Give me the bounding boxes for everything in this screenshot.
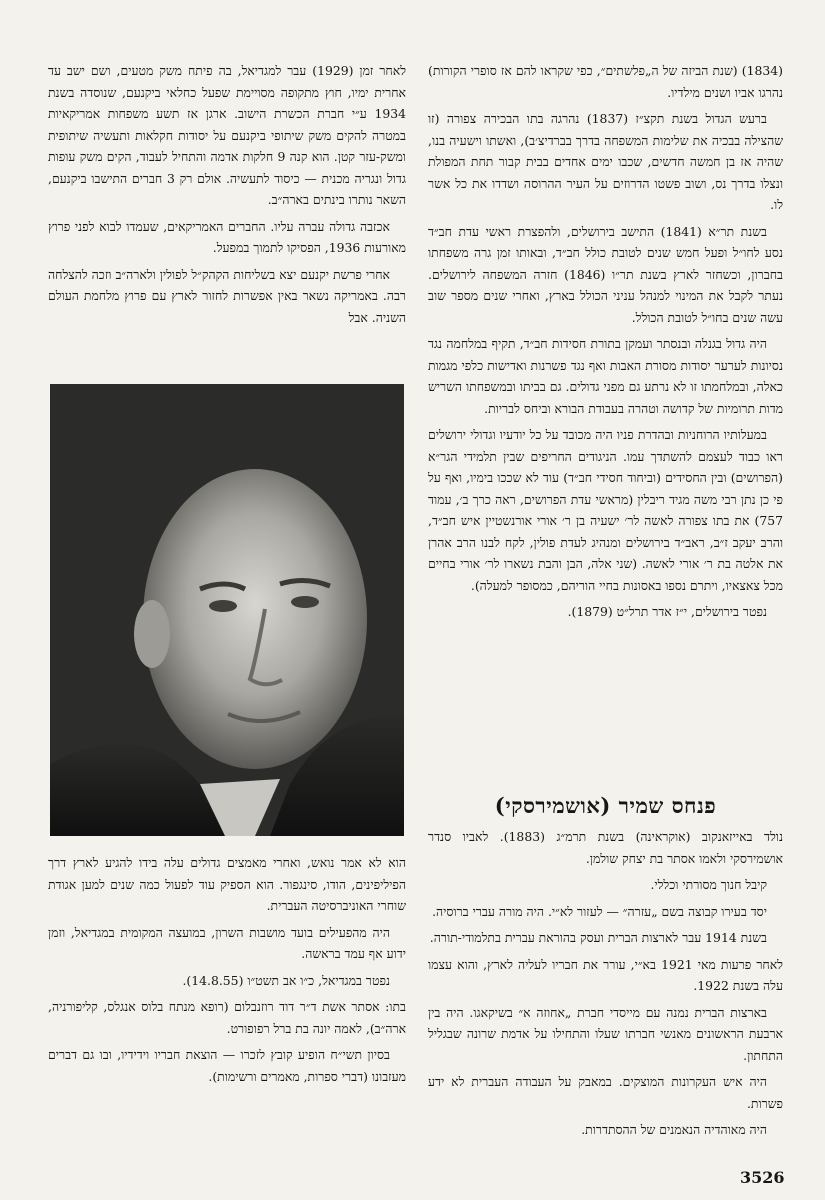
paragraph: היה מאוהדיה הנאמנים של ההסתדרות.: [581, 1122, 767, 1137]
paragraph: נפטר בירושלים, י״ז אדר תרל״ט (1879).: [567, 604, 767, 619]
paragraph: אחרי פרשת יקנעם יצא בשליחות הקהק״ל לפולין ולארה״ב וזכה להצלחה רבה. באמריקה נשאר באין אפשרות לחזור לארץ עם פרוץ מלחמת העולם השניה. אבל: [48, 266, 406, 325]
paragraph: קיבל חנוך מסורתי וכללי.: [650, 877, 767, 892]
portrait-photo: [50, 384, 404, 836]
paragraph: אכזבה גדולה עברה עליו. החברים האמריקאים, שעמדו לבוא לפני פרוץ מאורעות 1936, הפסיקו לתמוך במפעל.: [48, 218, 406, 255]
left-column-top: [48, 60, 406, 333]
paragraph: לאחר פרעות מאי 1921 בא״י, עורר את חבריו לעליה לארץ, והוא עצמו עלה בשנת 1922.: [428, 956, 783, 993]
right-column-top: [428, 60, 783, 628]
paragraph: היה איש העקרונות המוצקים. במאבק על העבודה העברית לא ידע פשרות.: [428, 1074, 783, 1111]
right-column-bottom: [428, 826, 783, 1146]
paragraph: בארצות הברית נמנה עם מייסדי חברת „אחוזה א״ בשיקאגו. היה בין ארבעת הראשונים מאנשי חברתו שעלו והתחילו על אדמת שרונה שבגליל התחתון.: [428, 1004, 783, 1063]
paragraph: הוא לא אמר נואש, ואחרי מאמצים גדולים עלה בידו להגיע לארץ דרך הפיליפינים, הודו, סינגפור. הוא הספיק עוד לפעול כמה שנים למען אגודת שוחרי האוניברסיטה העברית.: [48, 855, 406, 913]
page-number: 3526: [740, 1168, 785, 1187]
paragraph: בסיון תשי״ח הופיע קובץ לזכרו — הוצאת חבריו וידידיו, ובו גם דברים מעזבונו (דברי ספרות, מאמרים ורשימות).: [48, 1047, 406, 1084]
paragraph: נפטר במגדיאל, כ״ו אב תשט״ו (14.8.55).: [182, 972, 390, 988]
paragraph: היה גדול בגנלה ובנסתר ועמקן בתורת חסידות חב״ד, תקיף במלחמה נגד נסיונות לערער יסודות מסורת האבות ואף נגד פשרנות ואדישות כלפי מגמות כאלה, ובמלחמתו זו לא נרתע גם מפני גדולים. גם בביתו ובמשפחתו השריש מדות תרומיות של קדושה וטהרה בעבודת הבורא וביחס לבריות.: [428, 336, 783, 416]
left-column-bottom: [48, 852, 406, 1092]
paragraph: בתו: אסתר אשת ד״ר דוד רוזנבלום (רופא מנתח בלוס אנגלס, קליפורניה, ארה״ב), לאמה יונה בת ברל רפופורט.: [48, 999, 406, 1036]
portrait-photo-icon: [50, 384, 404, 836]
paragraph: (1834) (שנת הביזה של ה„פלשתים״, כפי שקראו להם אז סופרי הקורות) נהרגו אביו ושנים מילדיו.: [428, 63, 783, 100]
paragraph: יסד בעירו קבוצה בשם „עזרה״ — לעזור לא״י. היה מורה עברי ברוסיה.: [432, 903, 767, 919]
paragraph: בשנת 1914 עבר לארצות הברית ועסק בהוראת עברית בתלמודי-תורה.: [429, 930, 767, 945]
paragraph: במעלותיו הרוחניות ובהדרת פניו היה מכובד על כל יודעיו וגדולי ירושלים ראו כבוד לעצמם להשתדך עמו. הניגודים החריפים שבין תלמידי הגר״א (הפרושים) ובין החסידים (וביחוד חסידי חב״ד) עוד לא שככו בימיו, ואף על פי כן נתן רבי משה מגיד ריבלין (מראשי עדת הפרושים, ראה כרך ב׳, עמוד 757) את בתו צפורה לאשה לר׳ ישעיה בן ר׳ אורי אורנשטיין איש חב״ד, והרב יעקב ז״ב, ראב״ד בירושלים ומנהיג לעדת פולין, לקח לבנו הרב אהרן את אלטה בת ר׳ אורי לאשה. (שני אלה, הבן והבת נשארו לר׳ אורי בחיים מכל צאצאיו, ויתרם נספו באסונות בחיי הוריהם, כמסופר למעלה).: [428, 427, 783, 593]
paragraph: בשנת תר״א (1841) התישב בירושלים, ולהפצרת ראשי עדת חב״ד נסע לחו״ל ופעל חמש שנים לטובת כולל חב״ד, ובאותו זמן גרה משפחתו בחברון, וכשחזר לארץ בשנת תר״ו (1846) חזרה המשפחה לירושלים. נעתר לקבל את המינוי למנהל עניני הכולל בארץ, ואחרי שנים מספר שוב עשה שנים בחו״ל לטובת הכולל.: [428, 223, 784, 325]
paragraph: נולד באייזאנקוב (אוקראינה) בשנת תרמ״ג (1883). לאביו סנדר אושמירסקי ולאמו אסתר בת יצחק שולמן.: [428, 829, 783, 866]
paragraph: היה מהפעילים בועד מושבות השרון, במועצה המקומית במגדיאל, וזמן ידוע אף עמד בראשה.: [48, 924, 406, 961]
paragraph: ברעש הגדול בשנת תקצ״ז (1837) נהרגה בתו הבכירה צפורה (זו שהצילה בבכיה את שלימות המשפחה בדרך בברדיצ׳ב), ואשתו וישעיה בנו, שהיה אז בן חמשה חדשים, שכבו ימים אחדים בבית קבור תחת המפולת ונצלו בדרך נס, ושוב פשטו הדרוזים על העיר ההרוסה ושדדו את כל אשר לו.: [428, 111, 783, 212]
paragraph: לאחר זמן (1929) עבר למגדיאל, בה פיתח משק מטעים, ושם ישב עד אחרית ימיו, חוץ מתקופה מסויימת שפעל כחלאי ביקנעם, שנוסדה בשנת 1934 ע״י חברת הכשרת הישוב. ארגן אז תשע משפחות אמריקאיות במטרה להקים משק שיתופי ביקנעם על יסודות חקלאות ותעשיה שיתופית ומשק-עזר קטן. הוא קנה 9 חלקות אדמה והתחיל לעבוד, הקים משק עופות גדול ונגריה מכנית — כיסוד לתעשיה. אולם רק 3 חברים התישבו ביקנעם, השאר נותרו בינתים בארה״ב.: [48, 63, 406, 207]
section-title: פנחס שמיר (אושמירסקי): [494, 793, 717, 818]
